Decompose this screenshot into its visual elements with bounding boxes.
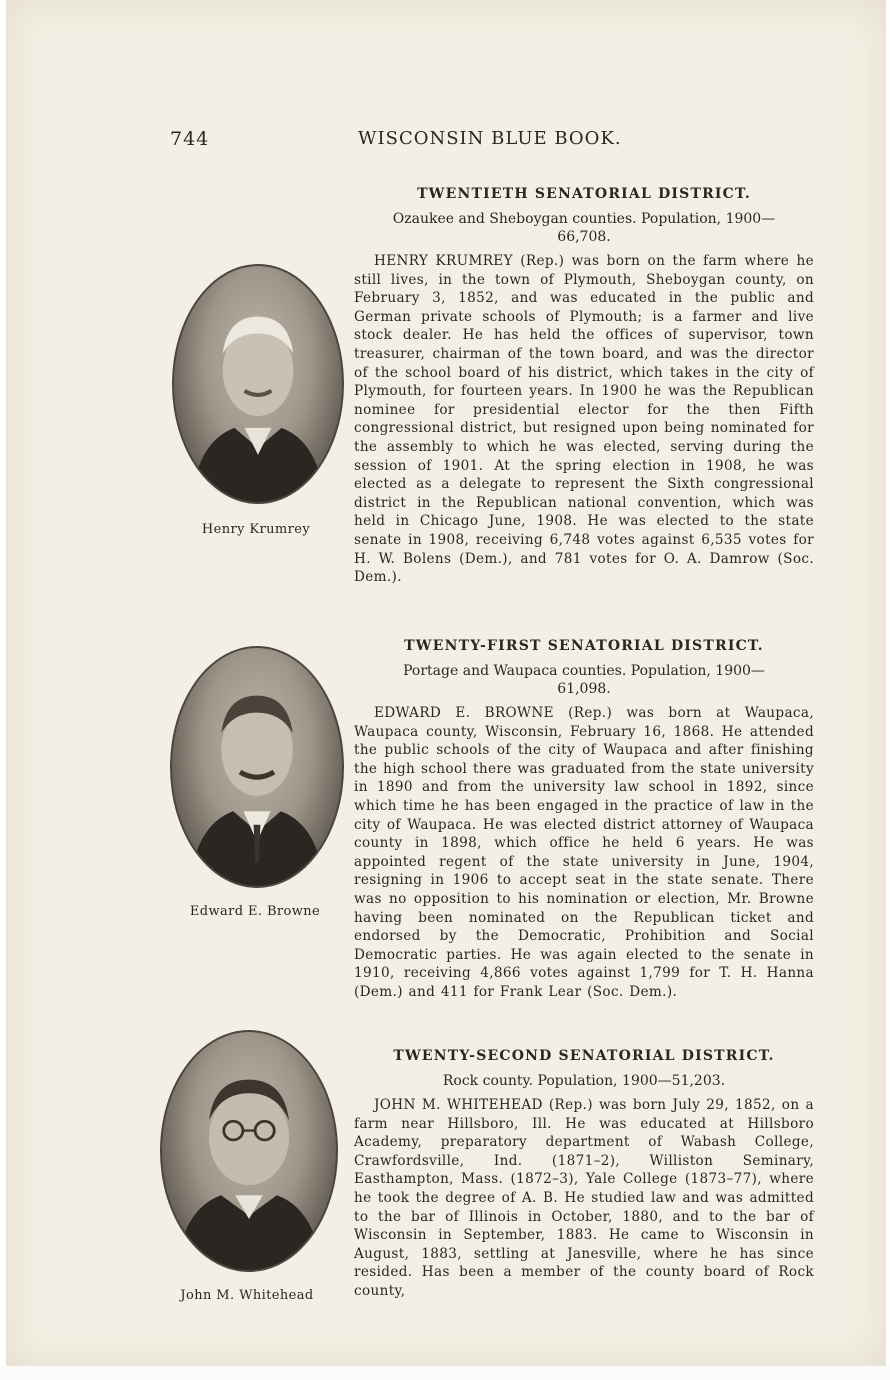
page-number: 744 xyxy=(170,128,210,150)
book-page xyxy=(6,0,886,1366)
biography-text: EDWARD E. BROWNE (Rep.) was born at Waupaca, Waupaca county, Wisconsin, February 16, 1868. He attended the public schools of the city of Waupaca and after finishing the high school there was graduated from the state university in 1890 and from the university law school in 1892, since which time he has been engaged in the practice of law in the city of Waupaca. He was elected district attorney of Waupaca county in 1898, which office he held 6 years. He was appointed regent of the state university in June, 1904, resigning in 1906 to accept seat in the state senate. There was no opposition to his nomination or election, Mr. Browne having been nominated on the Republican ticket and endorsed by the Democratic, Prohibition and Social Democratic parties. He was again elected to the senate in 1910, receiving 4,866 votes against 1,799 for T. H. Hanna (Dem.) and 411 for Frank Lear (Soc. Dem.). xyxy=(354,705,814,1000)
scan-border xyxy=(0,1366,890,1380)
portrait-caption: Edward E. Browne xyxy=(189,904,321,919)
portrait-silhouette-icon xyxy=(162,1032,336,1270)
section-twentieth-district xyxy=(354,186,814,587)
district-title: TWENTY-FIRST SENATORIAL DISTRICT. xyxy=(404,638,764,654)
district-population-line2: 61,098. xyxy=(557,681,611,697)
district-population-line1: Rock county. Population, 1900—51,203. xyxy=(442,1073,726,1089)
district-population xyxy=(354,210,814,246)
page-header xyxy=(6,128,886,154)
portrait-silhouette-icon xyxy=(172,648,342,886)
portrait-caption: John M. Whitehead xyxy=(180,1288,314,1303)
district-title: TWENTIETH SENATORIAL DISTRICT. xyxy=(417,186,751,202)
biography-text: HENRY KRUMREY (Rep.) was born on the farm where he still lives, in the town of Plymouth, Sheboygan county, on February 3, 1852, and was educated in the public and German private schools of Plymouth; is a farmer and live stock dealer. He has held the offices of supervisor, town treasurer, chairman of the town board, and was the director of the school board of his district, which takes in the city of Plymouth, for fourteen years. In 1900 he was the Republican nominee for presidential elector for the then Fifth congressional district, but resigned upon being nominated for the assembly to which he was elected, serving during the session of 1901. At the spring election in 1908, he was elected as a delegate to represent the Sixth congressional district in the Republican national convention, which was held in Chicago June, 1908. He was elected to the state senate in 1908, receiving 6,748 votes against 6,535 votes for H. W. Bolens (Dem.), and 781 votes for O. A. Damrow (Soc. Dem.). xyxy=(354,253,814,586)
portrait-photo xyxy=(170,646,344,888)
district-population-line1: Ozaukee and Sheboygan counties. Population, 1900— xyxy=(392,211,776,227)
district-population-line2: 66,708. xyxy=(557,229,611,245)
section-twenty-first-district xyxy=(354,638,814,1002)
section-twenty-second-district xyxy=(354,1048,814,1301)
district-population xyxy=(354,662,814,698)
district-title: TWENTY-SECOND SENATORIAL DISTRICT. xyxy=(393,1048,775,1064)
district-population-line1: Portage and Waupaca counties. Population, 1900— xyxy=(403,663,765,679)
portrait-silhouette-icon xyxy=(174,266,342,502)
biography-text: JOHN M. WHITEHEAD (Rep.) was born July 29, 1852, on a farm near Hillsboro, Ill. He was educated at Hillsboro Academy, preparatory department of Wabash College, Crawfordsville, Ind. (1871–2), Williston Seminary, Easthampton, Mass. (1872–3), Yale College (1873–77), where he took the degree of A. B. He studied law and was admitted to the bar of Illinois in October, 1880, and to the bar of Wisconsin in September, 1883. He came to Wisconsin in August, 1883, settling at Janesville, where he has since resided. Has been a member of the county board of Rock county, xyxy=(354,1097,814,1299)
portrait-caption: Henry Krumrey xyxy=(201,522,311,537)
portrait-photo xyxy=(160,1030,338,1272)
running-title: WISCONSIN BLUE BOOK. xyxy=(358,128,622,149)
portrait-photo xyxy=(172,264,344,504)
district-population xyxy=(354,1072,814,1090)
